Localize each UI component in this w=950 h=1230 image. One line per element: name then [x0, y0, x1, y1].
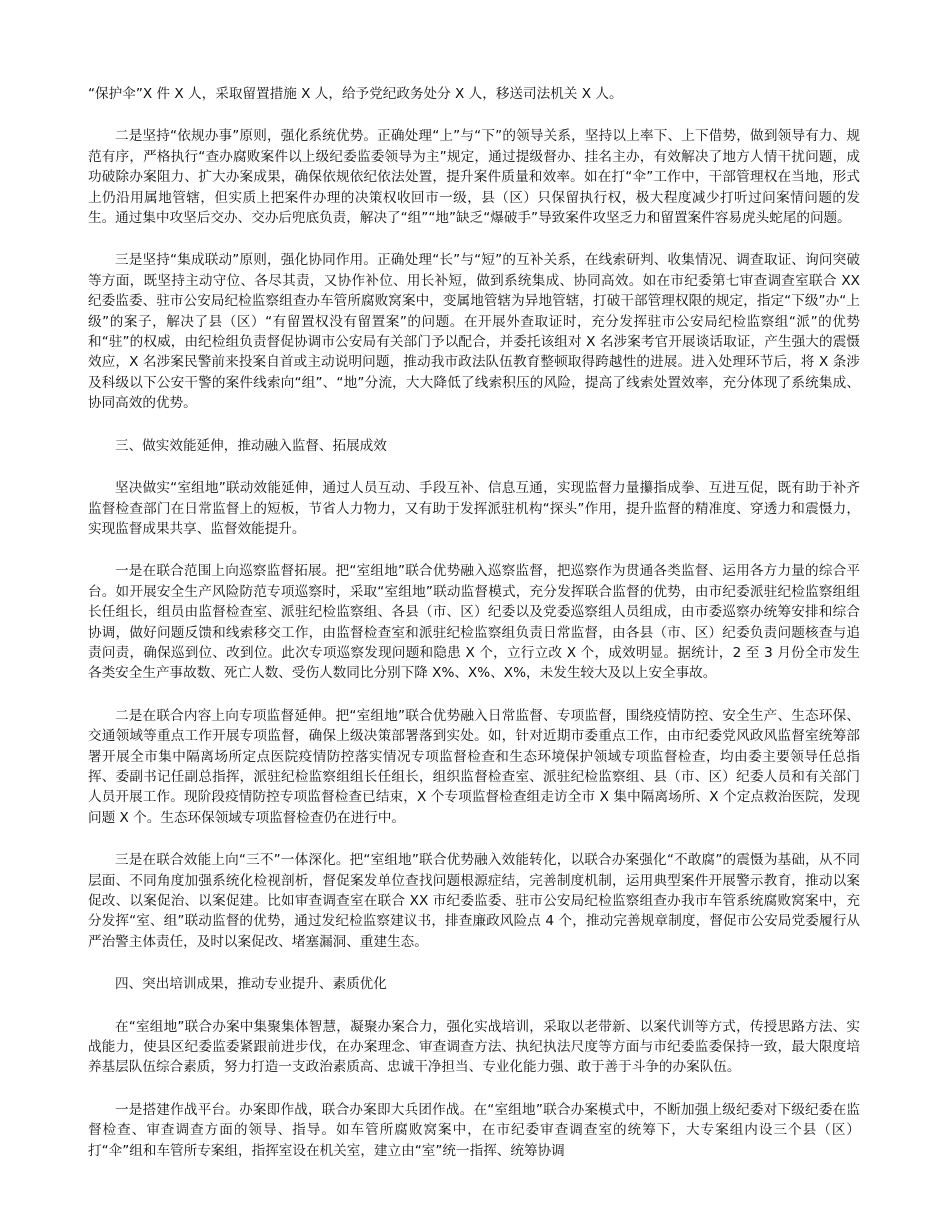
section-heading-4: 四、突出培训成果，推动专业提升、素质优化 — [115, 976, 387, 993]
paragraph-7: 三是在联合效能上向“三不”一体深化。把“室组地”联合优势融入效能转化，以联合办案强化“不敢腐”的震慑为基础，从不同层面、不同角度加强系统化检视剖析，督促案发单位查找问题根源症结，完善制度机制，运用典型案件开展警示教育，推动以案促改、以案促治、以案促建。比如审查调查室在联合 XX 市纪委监委、驻市公安局纪检监察组查办我市车管系统腐败窝案中，充分发挥“室、组”联动监督的优势，通过发纪检监察建议书，排查廉政风险点 4 个，推动完善规章制度，督促市公安局党委履行从严治警主体责任，及时以案促改、堵塞漏洞、重建生态。 — [88, 852, 860, 950]
paragraph-4: 坚决做实“室组地”联动效能延伸，通过人员互动、手段互补、信息互通，实现监督力量攥指成拳、互进互促，既有助于补齐监督检查部门在日常监督上的短板，节省人力物力，又有助于发挥派驻机构“探头”作用，提升监督的精准度、穿透力和震慑力，实现监督成果共享、监督效能提升。 — [88, 480, 860, 537]
document-page — [88, 84, 860, 1183]
paragraph-8: 在“室组地”联合办案中集聚集体智慧，凝聚办案合力，强化实战培训，采取以老带新、以案代训等方式，传授思路方法、实战能力，使县区纪委监委紧跟前进步伐，在办案理念、审查调查方法、执纪执法尺度等方面与市纪委监委保持一致，最大限度培养基层队伍综合素质，努力打造一支政治素质高、忠诚干净担当、专业化能力强、敢于善于斗争的办案队伍。 — [88, 1018, 860, 1076]
paragraph-1: “保护伞”X 件 X 人，采取留置措施 X 人，给予党纪政务处分 X 人，移送司法机关 X 人。 — [88, 86, 623, 102]
paragraph-9: 一是搭建作战平台。办案即作战，联合办案即大兵团作战。在“室组地”联合办案模式中，不断加强上级纪委对下级纪委在监督检查、审查调查方面的领导、指导。如车管所腐败窝案中，在市纪委审查调查室的统筹下，大专案组内设三个县（区）打“伞”组和车管所专案组，指挥室设在机关室，建立由“室”统一指挥、统筹协调 — [88, 1101, 860, 1159]
paragraph-6: 二是在联合内容上向专项监督延伸。把“室组地”联合优势融入日常监督、专项监督，围绕疫情防控、安全生产、生态环保、交通领域等重点工作开展专项监督，确保上级决策部署落到实处。如，针对近期市委重点工作，由市纪委党风政风监督室统筹部署开展全市集中隔离场所定点医院疫情防控落实情况专项监督检查和生态环境保护领域专项监督检查，均由委主要领导任总指挥、委副书记任副总指挥，派驻纪检监察组组长任组长，组织监督检查室、派驻纪检监察组、县（市、区）纪委人员和有关部门人员开展工作。现阶段疫情防控专项监督检查已结束，X 个专项监督检查组走访全市 X 集中隔离场所、X 个定点救治医院，发现问题 X 个。生态环保领域专项监督检查仍在进行中。 — [88, 707, 860, 826]
paragraph-3: 三是坚持“集成联动”原则，强化协同作用。正确处理“长”与“短”的互补关系，在线索研判、收集情况、调查取证、询问突破等方面，既坚持主动守位、各尽其责，又协作补位、用长补短，做到系统集成、协同高效。如在市纪委第七审查调查室联合 XX 纪委监委、驻市公安局纪检监察组查办车管所腐败窝案中，变属地管辖为异地管辖，打破干部管理权限的规定，指定“下级”办“上级”的案子，解决了县（区）“有留置权没有留置案”的问题。在开展外查取证时，充分发挥驻市公安局纪检监察组“派”的优势和“驻”的权威，由纪检组负责督促协调市公安局有关部门予以配合，并委托该组对 X 名涉案考官开展谈话取证，产生强大的震慑效应，X 名涉案民警前来投案自首或主动说明问题，推动我市政法队伍教育整顿取得跨越性的进展。进入处理环节后，将 X 条涉及科级以下公安干警的案件线索向“组”、“地”分流，大大降低了线索积压的风险，提高了线索处置效率，充分体现了系统集成、协同高效的优势。 — [88, 252, 860, 412]
section-heading-3: 三、做实效能延伸，推动融入监督、拓展成效 — [115, 437, 387, 454]
paragraph-2: 二是坚持“依规办事”原则，强化系统优势。正确处理“上”与“下”的领导关系，坚持以上率下、上下借势，做到领导有力、规范有序，严格执行“查办腐败案件以上级纪委监委领导为主”规定，通过提级督办、挂名主办，有效解决了地方人情干扰问题，成功破除办案阻力、扩大办案成果，确保依规依纪依法处置，提升案件质量和效率。如在打“伞”工作中，干部管理权在当地，形式上仍沿用属地管辖，但实质上把案件办理的决策权收回市一级，县（区）只保留执行权，极大程度减少打听过问案情问题的发生。通过集中攻坚后交办、交办后兜底负责，解决了“组”“地”缺乏“爆破手”导致案件攻坚乏力和留置案件容易虎头蛇尾的问题。 — [88, 128, 860, 227]
paragraph-5: 一是在联合范围上向巡察监督拓展。把“室组地”联合优势融入巡察监督，把巡察作为贯通各类监督、运用各方力量的综合平台。如开展安全生产风险防范专项巡察时，采取“室组地”联动监督模式，充分发挥联合监督的优势，由市纪委派驻纪检监察组组长任组长，组员由监督检查室、派驻纪检监察组、各县（市、区）纪委以及党委巡察组人员组成，由市委巡察办统筹安排和综合协调，做好问题反馈和线索移交工作，由监督检查室和派驻纪检监察组负责日常监督，由各县（市、区）纪委负责问题核查与追责问责，确保巡到位、改到位。此次专项巡察发现问题和隐患 X 个，立行立改 X 个，成效明显。据统计，2 至 3 月份全市发生各类安全生产事故数、死亡人数、受伤人数同比分别下降 X%、X%、X%，未发生较大及以上安全事故。 — [88, 563, 860, 682]
